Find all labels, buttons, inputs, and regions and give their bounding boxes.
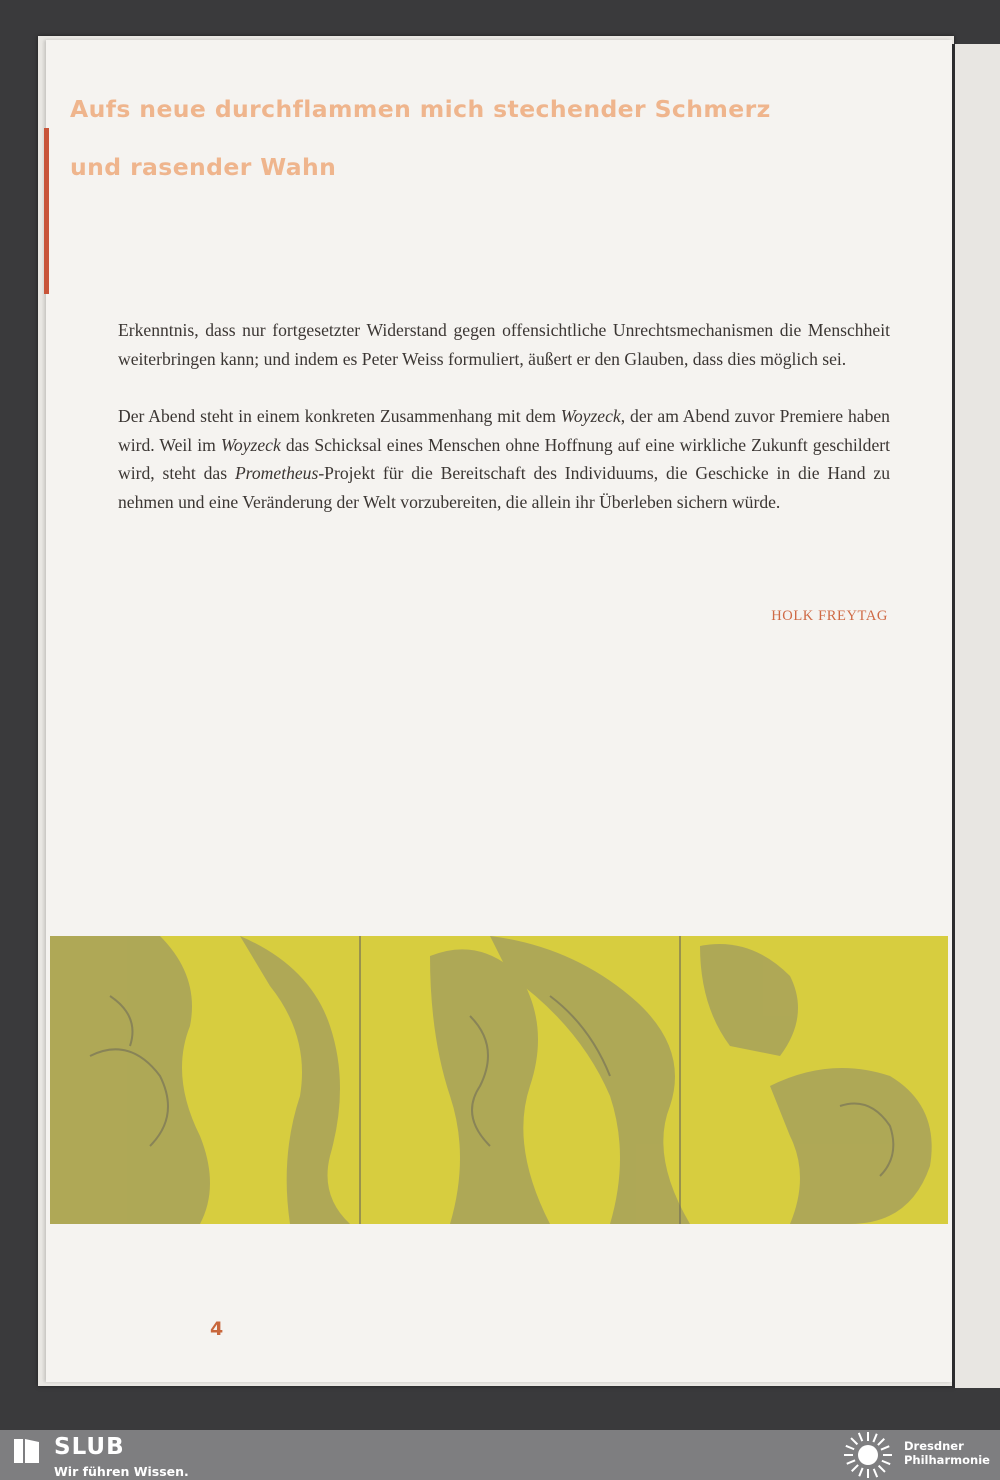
paragraph-2: [118, 402, 890, 516]
sunburst-icon: [842, 1431, 894, 1479]
partner-logo-text: [904, 1439, 1000, 1467]
paragraph-2-text: -Projekt für die Bereitschaft des Individuums, die Geschicke in die Hand zu nehmen und eine Veränderung der Welt vorzubereiten, die allein ihr Überleben sichern würde.: [118, 463, 890, 512]
relief-image: [50, 936, 948, 1224]
page-heading: [70, 80, 940, 196]
footer-bar: [0, 1430, 1000, 1480]
paragraph-2-text: das Schicksal eines Menschen ohne Hoffnung auf eine wirkliche Zukunft geschildert wird, steht das: [118, 434, 890, 484]
author-signature: HOLK FREYTAG: [771, 608, 888, 624]
relief-illustration: [50, 936, 948, 1224]
book-icon: [12, 1436, 42, 1466]
body-text: [118, 316, 890, 546]
work-title: Woyzeck: [220, 434, 281, 455]
heading-line-2: und rasender Wahn: [70, 153, 337, 181]
work-title: Woyzeck: [560, 406, 621, 427]
paragraph-2-text: , der am Abend zuvor Premiere haben wird. Weil im: [118, 406, 890, 455]
paragraph-1: Erkenntnis, dass nur fortgesetzter Widerstand gegen offensichtliche Unrechtsmechanismen die Menschheit weiterbringen kann; und indem es Peter Weiss formuliert, äußert er den Glauben, dass dies möglich sei.: [118, 320, 890, 369]
slub-logo-text: SLUB: [54, 1434, 125, 1460]
page-number: 4: [210, 1318, 224, 1340]
slub-tagline: Wir führen Wissen.: [54, 1464, 189, 1479]
work-title: Prometheus: [234, 463, 319, 484]
accent-bar: [44, 128, 49, 294]
partner-name-line-2: Philharmonie: [904, 1453, 990, 1467]
heading-line-1: Aufs neue durchflammen mich stechender Schmerz: [70, 95, 771, 123]
next-page-edge: [952, 44, 1000, 1388]
paragraph-2-text: Der Abend steht in einem konkreten Zusammenhang mit dem: [118, 406, 561, 427]
partner-name-line-1: Dresdner: [904, 1439, 964, 1453]
